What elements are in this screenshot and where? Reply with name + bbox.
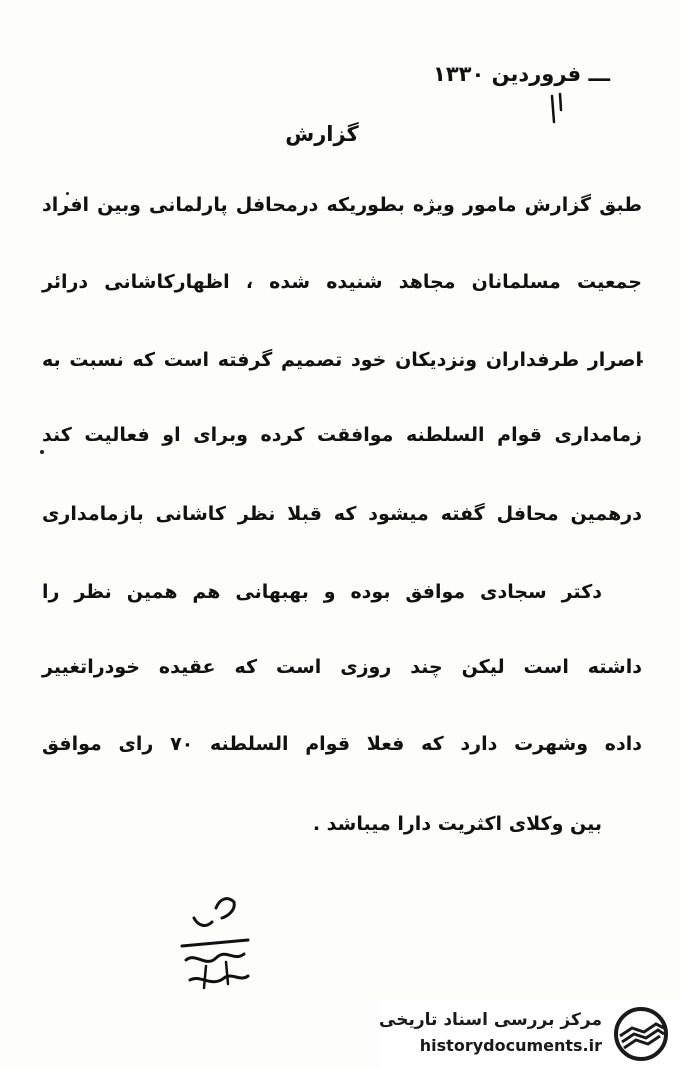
handwritten-mark-icon: [548, 92, 566, 128]
archive-watermark: [380, 1000, 680, 1069]
body-line-3: اصرار طرفداران ونزدیکان خود تصمیم گرفته است که نسبت به: [42, 349, 642, 371]
archive-url: historydocuments.ir: [419, 1036, 602, 1055]
document-title: گزارش: [285, 122, 359, 146]
body-line-5: درهمین محافل گفته میشود که قبلا نظر کاشانی بازمامداری: [42, 503, 642, 525]
body-line-4: زمامداری قوام السلطنه موافقت کرده وبرای او فعالیت کند: [42, 424, 642, 446]
body-line-9: بین وکلای اکثریت دارا میباشد .: [312, 813, 602, 835]
body-line-2: جمعیت مسلمانان مجاهد شنیده شده ، اظهارکاشانی درائر: [42, 271, 642, 293]
body-line-7: داشته است لیکن چند روزی است که عقیده خودراتغییر: [42, 656, 642, 678]
body-line-6: دکتر سجادی موافق بوده و بهبهانی هم همین نظر را: [42, 581, 602, 603]
archive-logo-icon: [610, 1006, 672, 1062]
archive-name: مرکز بررسی اسناد تاریخی: [379, 1010, 602, 1030]
scan-speck: [40, 450, 44, 454]
body-line-1: طبق گزارش مامور ویژه بطوریکه درمحافل پارلمانی وبین افراد: [42, 194, 642, 216]
body-line-8: داده وشهرت دارد که فعلا قوام السلطنه ۷۰ رای موافق: [42, 733, 642, 755]
document-date: ـــ فروردین ۱۳۳۰: [433, 62, 610, 86]
handwritten-signature-icon: [176, 888, 256, 1008]
